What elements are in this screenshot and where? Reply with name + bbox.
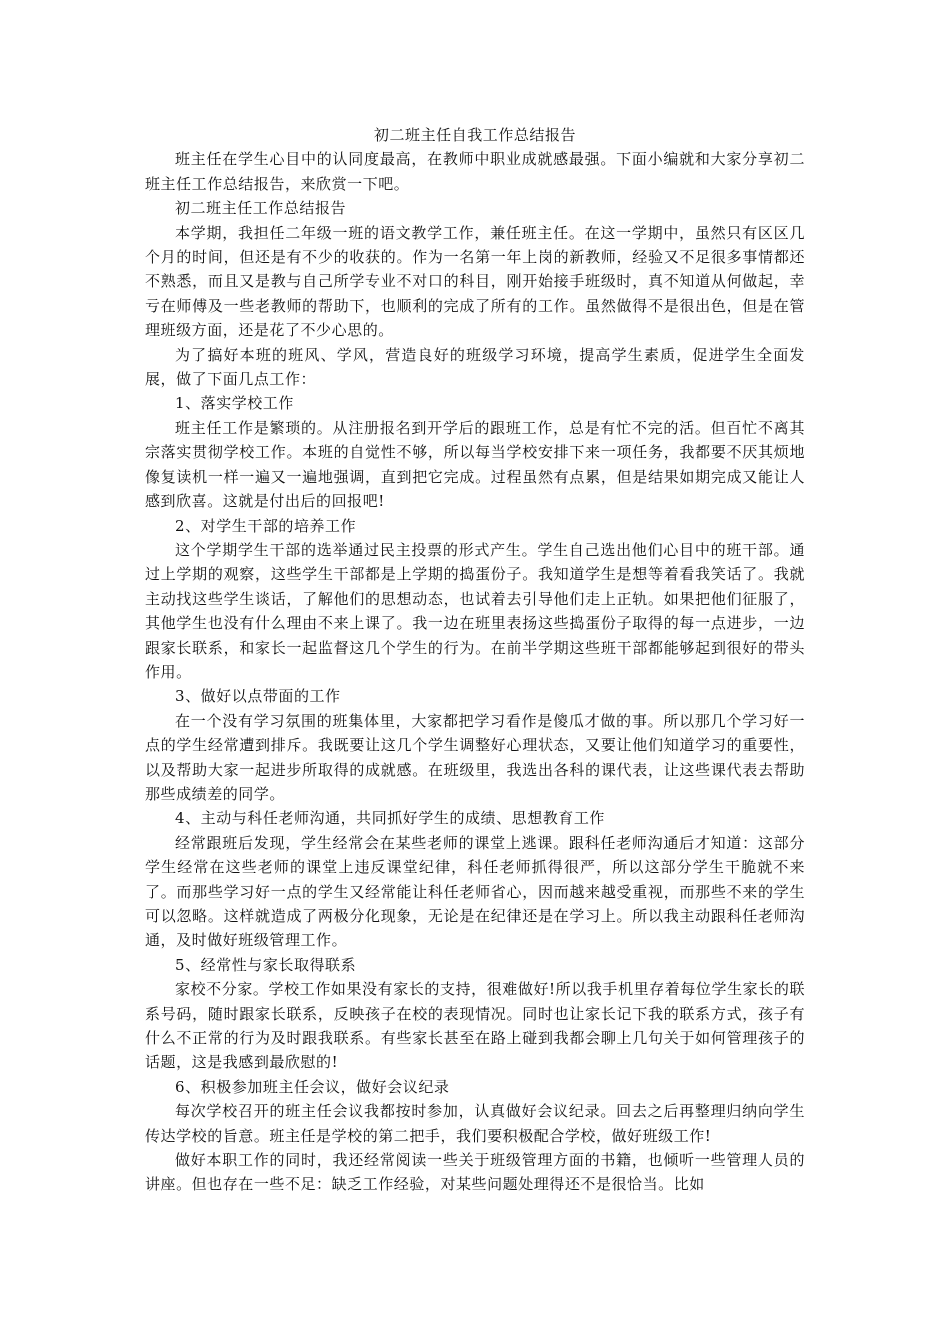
section-heading: 5、经常性与家长取得联系 xyxy=(175,955,357,974)
document-body xyxy=(145,123,805,1197)
section-heading: 4、主动与科任老师沟通，共同抓好学生的成绩、思想教育工作 xyxy=(175,809,605,828)
section-heading: 2、对学生干部的培养工作 xyxy=(175,516,357,535)
body-paragraph: 这个学期学生干部的选举通过民主投票的形式产生。学生自己选出他们心目中的班干部。通过上学期的观察，这些学生干部都是上学期的捣蛋份子。我知道学生是想等着看我笑话了。我就主动找这些学生谈话，了解他们的思想动态，也试着去引导他们走上正轨。如果把他们征服了，其他学生也没有什么理由不来上课了。我一边在班里表扬这些捣蛋份子取得的每一点进步，一边跟家长联系，和家长一起监督这几个学生的行为。在前半学期这些班干部都能够起到很好的带头作用。 xyxy=(145,540,805,681)
report-subtitle: 初二班主任工作总结报告 xyxy=(175,199,347,218)
body-paragraph: 本学期，我担任二年级一班的语文教学工作，兼任班主任。在这一学期中，虽然只有区区几个月的时间，但还是有不少的收获的。作为一名第一年上岗的新教师，经验又不足很多事情都还不熟悉，而且又是教与自己所学专业不对口的科目，刚开始接手班级时，真不知道从何做起，幸亏在师傅及一些老教师的帮助下，也顺利的完成了所有的工作。虽然做得不是很出色，但是在管理班级方面，还是花了不少心思的。 xyxy=(145,223,805,340)
body-paragraph: 每次学校召开的班主任会议我都按时参加，认真做好会议纪录。回去之后再整理归纳向学生传达学校的旨意。班主任是学校的第二把手，我们要积极配合学校，做好班级工作! xyxy=(145,1102,805,1145)
body-paragraph: 经常跟班后发现，学生经常会在某些老师的课堂上逃课。跟科任老师沟通后才知道：这部分学生经常在这些老师的课堂上违反课堂纪律，科任老师抓得很严，所以这部分学生干脆就不来了。而那些学习好一点的学生又经常能让科任老师省心，因而越来越受重视，而那些不来的学生可以忽略。这样就造成了两极分化现象，无论是在纪律还是在学习上。所以我主动跟科任老师沟通，及时做好班级管理工作。 xyxy=(145,833,805,950)
section-heading: 1、落实学校工作 xyxy=(175,394,294,413)
document-title: 初二班主任自我工作总结报告 xyxy=(373,126,577,144)
body-paragraph: 为了搞好本班的班风、学风，营造良好的班级学习环境，提高学生素质，促进学生全面发展，做了下面几点工作： xyxy=(145,345,805,389)
section-heading: 6、积极参加班主任会议，做好会议纪录 xyxy=(175,1077,450,1096)
body-paragraph: 在一个没有学习氛围的班集体里，大家都把学习看作是傻瓜才做的事。所以那几个学习好一点的学生经常遭到排斥。我既要让这几个学生调整好心理状态，又要让他们知道学习的重要性，以及帮助大家一起进步所取得的成就感。在班级里，我选出各科的课代表，让这些课代表去帮助那些成绩差的同学。 xyxy=(145,711,805,803)
section-heading: 3、做好以点带面的工作 xyxy=(175,687,341,706)
body-paragraph: 做好本职工作的同时，我还经常阅读一些关于班级管理方面的书籍，也倾听一些管理人员的讲座。但也存在一些不足：缺乏工作经验，对某些问题处理得还不是很恰当。比如 xyxy=(145,1151,805,1194)
body-paragraph: 家校不分家。学校工作如果没有家长的支持，很难做好!所以我手机里存着每位学生家长的联系号码，随时跟家长联系，反映孩子在校的表现情况。同时也让家长记下我的联系方式，孩子有什么不正常的行为及时跟我联系。有些家长甚至在路上碰到我都会聊上几句关于如何管理孩子的话题，这是我感到最欣慰的! xyxy=(145,980,805,1072)
intro-paragraph: 班主任在学生心目中的认同度最高，在教师中职业成就感最强。下面小编就和大家分享初二班主任工作总结报告，来欣赏一下吧。 xyxy=(145,150,805,193)
body-paragraph: 班主任工作是繁琐的。从注册报名到开学后的跟班工作，总是有忙不完的活。但百忙不离其宗落实贯彻学校工作。本班的自觉性不够，所以每当学校安排下来一项任务，我都要不厌其烦地像复读机一样一遍又一遍地强调，直到把它完成。过程虽然有点累，但是结果如期完成又能让人感到欣喜。这就是付出后的回报吧! xyxy=(145,418,805,511)
